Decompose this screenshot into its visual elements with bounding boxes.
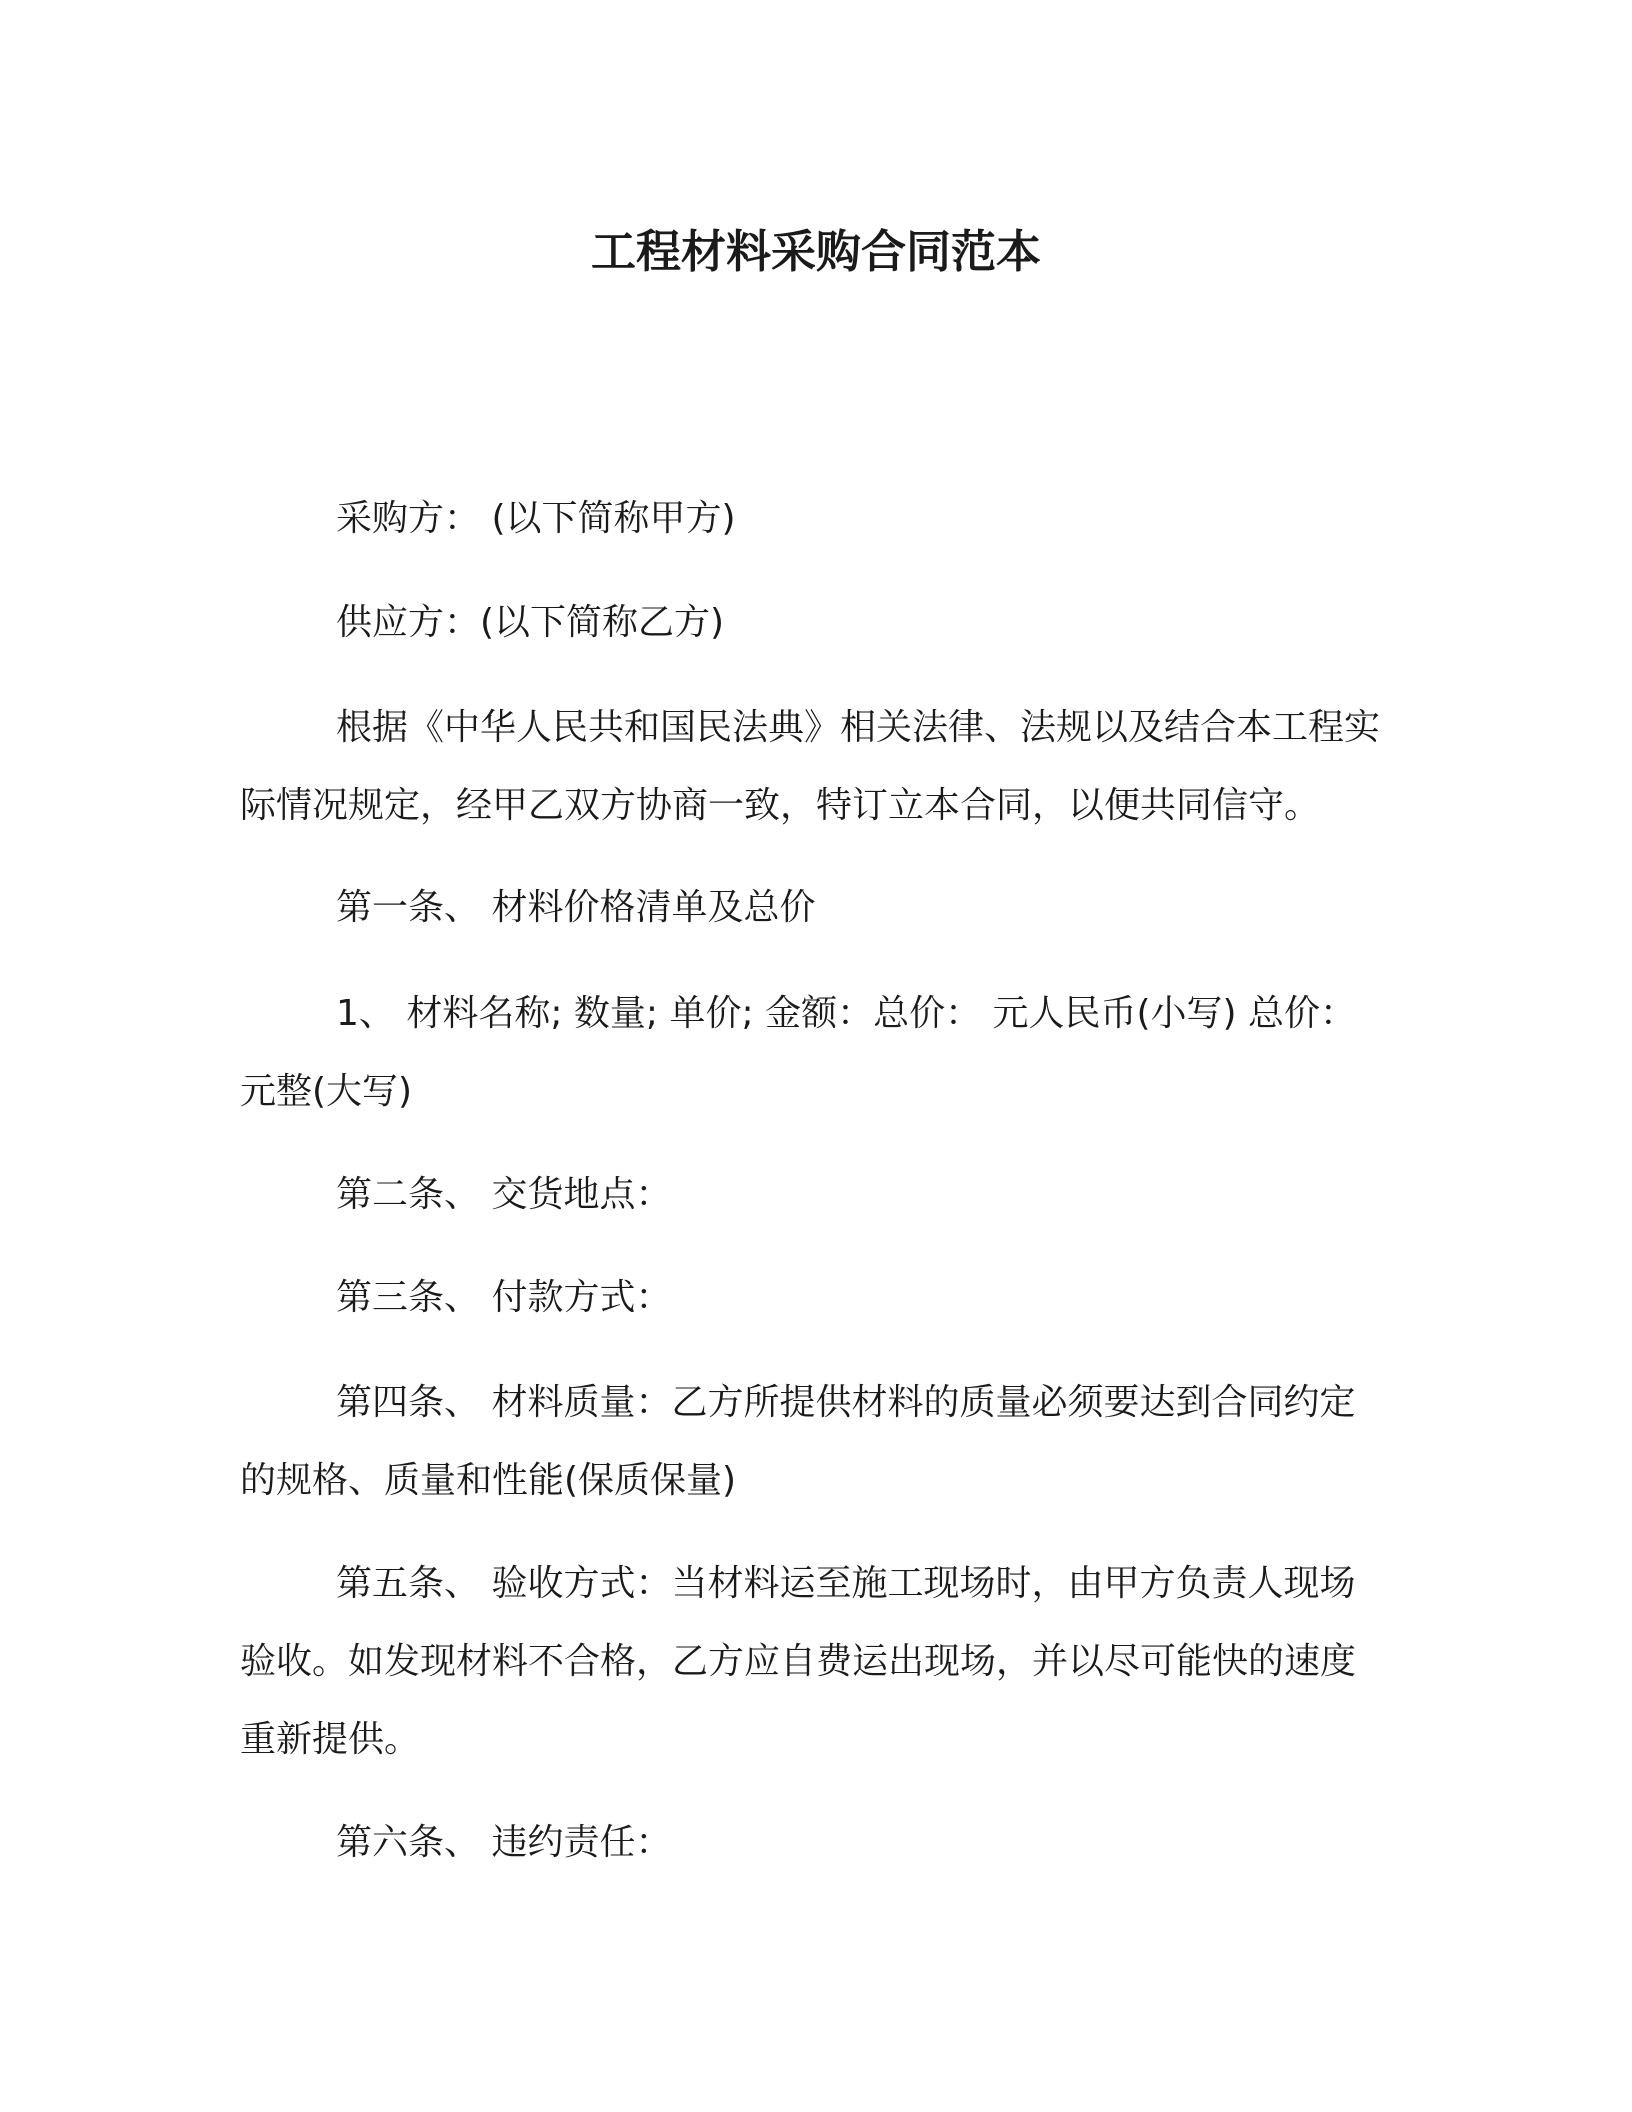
paragraph-buyer: 采购方： (以下简称甲方) — [336, 498, 736, 539]
paragraph-article-3: 第三条、 付款方式： — [336, 1277, 672, 1318]
paragraph-article-2: 第二条、 交货地点： — [336, 1174, 672, 1215]
paragraph-article-4: 第四条、 材料质量：乙方所提供材料的质量必须要达到合同约定的规格、质量和性能(保质保量) — [240, 1382, 1356, 1501]
paragraph-supplier: 供应方：(以下简称乙方) — [336, 602, 725, 643]
paragraph-article-6: 第六条、 违约责任： — [336, 1822, 672, 1863]
paragraph-article-1: 第一条、 材料价格清单及总价 — [336, 887, 816, 928]
document-title: 工程材料采购合同范本 — [590, 225, 1041, 278]
paragraph-preamble: 根据《中华人民共和国民法典》相关法律、法规以及结合本工程实际情况规定，经甲乙双方协商一致，特订立本合同，以便共同信守。 — [240, 707, 1381, 826]
paragraph-article-1-item-1: 1、 材料名称; 数量; 单价; 金额：总价： 元人民币(小写) 总价： 元整(大写) — [240, 993, 1357, 1112]
paragraph-article-5: 第五条、 验收方式：当材料运至施工现场时，由甲方负责人现场验收。如发现材料不合格，乙方应自费运出现场，并以尽可能快的速度重新提供。 — [240, 1563, 1357, 1760]
